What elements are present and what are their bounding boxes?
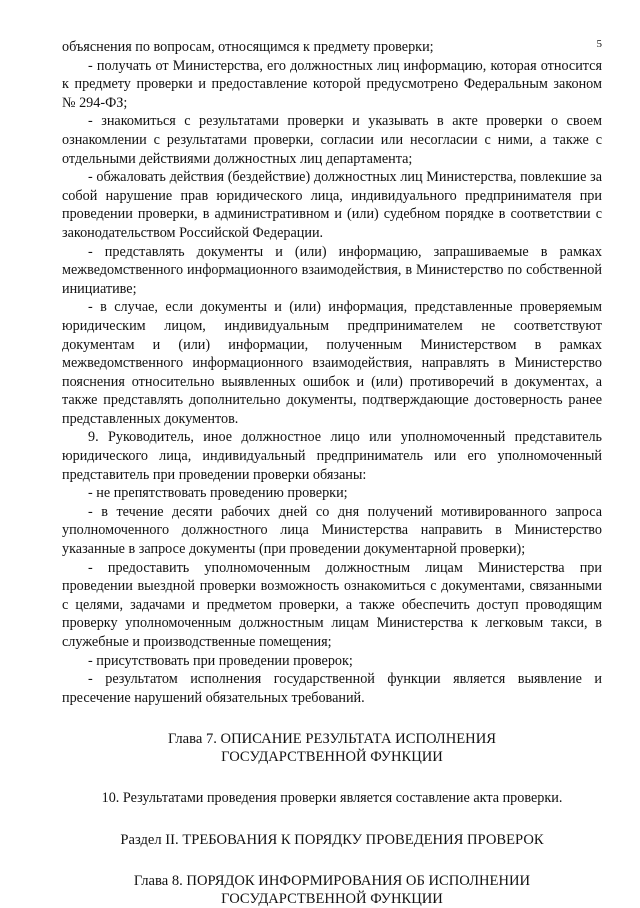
paragraph-right-submit-documents: - представлять документы и (или) информацию, запрашиваемые в рамках межведомственного информационного взаимодействия, в Министерство по собственной инициативе; [62,243,602,297]
paragraph-right-appeal: - обжаловать действия (бездействие) должностных лиц Министерства, повлекшие за собой нарушение прав юридического лица, индивидуального предпринимателя при проведении проверки, в административном и (или) судебном порядке в соответствии с законодательством Российской Федерации. [62,169,602,241]
paragraph-duty-send-documents: - в течение десяти рабочих дней со дня получений мотивированного запроса уполномоченного должностного лица Министерства направить в Министерство указанные в запросе документы (при проведении документарной проверки); [62,503,602,558]
paragraph-item-9: 9. Руководитель, иное должностное лицо или уполномоченный представитель юридического лица, индивидуальный предприниматель или его уполномоченный представитель при проведении проверки обязаны: [62,429,602,483]
section-2-title: Раздел II. ТРЕБОВАНИЯ К ПОРЯДКУ ПРОВЕДЕНИЯ ПРОВЕРОК [120,831,544,848]
paragraph-result: - результатом исполнения государственной функции является выявление и пресечение нарушений обязательных требований. [62,671,602,706]
chapter-7-title-line2: ГОСУДАРСТВЕННОЙ ФУНКЦИИ [221,749,443,766]
paragraph-duty-provide-access: - предоставить уполномоченным должностным лицам Министерства при проведении выездной проверки возможность ознакомиться с документами, связанными с целями, задачами и предметом проверки, а также обеспечить доступ проводящим проверку уполномоченным должностным лицам Министерства к легковым такси, в служебные и производственные помещения; [62,559,602,650]
chapter-8-title-line2: ГОСУДАРСТВЕННОЙ ФУНКЦИИ [221,890,443,907]
paragraph-item-10: 10. Результатами проведения проверки является составление акта проверки. [101,790,563,807]
chapter-8-title-line1: Глава 8. ПОРЯДОК ИНФОРМИРОВАНИЯ ОБ ИСПОЛНЕНИИ [133,872,531,889]
page-number: 5 [596,38,602,50]
paragraph-right-obtain-info: - получать от Министерства, его должностных лиц информацию, которая относится к предмету проверки и предоставление которой предусмотрено Федеральным законом № 294-ФЗ; [62,57,602,111]
chapter-7-title-line1: Глава 7. ОПИСАНИЕ РЕЗУЛЬТАТА ИСПОЛНЕНИЯ [168,731,496,748]
paragraph-duty-be-present: - присутствовать при проведении проверок; [88,652,353,669]
paragraph-right-explanations: - в случае, если документы и (или) информация, представленные проверяемым юридическим лицом, индивидуальным предпринимателем не соответствуют документам и (или) информации, полученным Министерством в рамках межведомственного информационного взаимодействия, направлять в Министерство пояснения относительно выявленных ошибок и (или) противоречий в документах, а также представлять дополнительно документы, подтверждающие достоверность ранее представленных документов. [62,299,602,427]
paragraph-duty-not-obstruct: - не препятствовать проведению проверки; [88,485,348,502]
paragraph-continuation: объяснения по вопросам, относящимся к предмету проверки; [62,39,434,55]
paragraph-right-review-results: - знакомиться с результатами проверки и указывать в акте проверки о своем ознакомлении с результатами проверки, согласии или несогласии с ними, а также с отдельными действиями должностных лиц департамента; [62,113,602,167]
